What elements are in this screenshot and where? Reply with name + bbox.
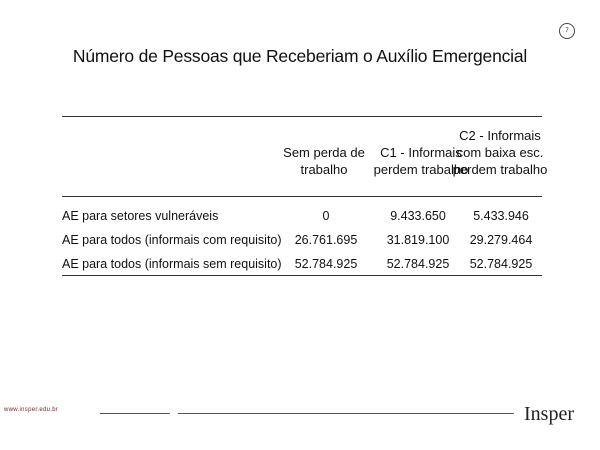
data-table — [62, 116, 548, 276]
column-header-c2: C2 - Informais com baixa esc. perdem trabalho — [452, 128, 548, 177]
row-label-informais-sem-requisito: AE para todos (informais sem requisito) — [62, 257, 282, 271]
table-bottom-rule — [62, 275, 542, 276]
slide-title: Número de Pessoas que Receberiam o Auxílio Emergencial — [72, 46, 528, 66]
column-header-sem-perda: Sem perda de trabalho — [283, 145, 365, 177]
table-header-rule — [62, 196, 542, 197]
table-cell: 52.784.925 — [386, 257, 450, 271]
table-cell: 29.279.464 — [469, 233, 533, 247]
row-label-informais-com-requisito: AE para todos (informais com requisito) — [62, 233, 282, 247]
column-header-c1: C1 - Informais perdem trabalho — [373, 145, 469, 177]
row-label-setores-vulneraveis: AE para setores vulneráveis — [62, 209, 219, 223]
footer-url[interactable]: www.insper.edu.br — [4, 407, 59, 413]
table-cell: 52.784.925 — [469, 257, 533, 271]
table-cell: 0 — [322, 209, 330, 223]
table-cell: 9.433.650 — [390, 209, 446, 223]
table-cell: 52.784.925 — [294, 257, 358, 271]
table-cell: 5.433.946 — [473, 209, 529, 223]
table-cell: 26.761.695 — [294, 233, 358, 247]
table-top-rule — [62, 116, 542, 117]
footer-divider-right — [178, 413, 514, 414]
table-cell: 31.819.100 — [386, 233, 450, 247]
insper-logo: Insper — [524, 403, 574, 425]
footer-divider-left — [100, 413, 170, 414]
page-number-badge: 7 — [559, 23, 575, 39]
